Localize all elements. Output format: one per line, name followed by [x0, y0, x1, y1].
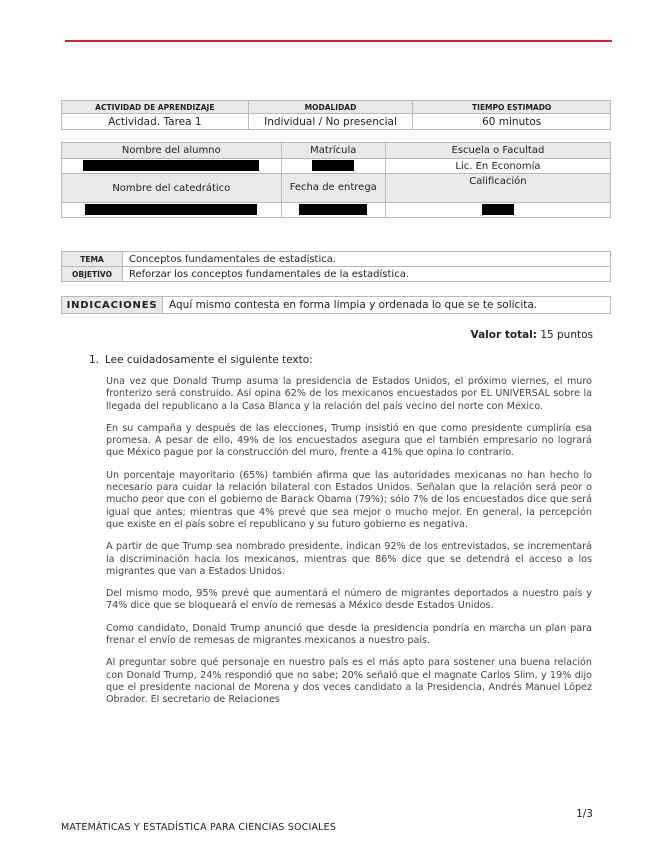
topic-label: TEMA — [62, 252, 123, 267]
objective-label: OBJETIVO — [62, 267, 123, 282]
reading-text — [106, 376, 592, 717]
redacted-delivery-date — [299, 204, 367, 215]
student-table — [61, 142, 611, 218]
paragraph: Del mismo modo, 95% prevé que aumentará el número de migrantes deportados a nuestro país y 74% dice que se bloqueará el envío de remesas a México desde Estados Unidos. — [106, 588, 592, 612]
time-header: TIEMPO ESTIMADO — [413, 101, 611, 114]
instructions-label: INDICACIONES — [62, 297, 163, 314]
redacted-student-name — [83, 160, 259, 171]
redacted-teacher-name — [85, 204, 257, 215]
student-id-label: Matrícula — [281, 143, 385, 159]
student-name-label: Nombre del alumno — [62, 143, 282, 159]
redacted-grade — [482, 204, 514, 215]
time-value: 60 minutos — [413, 114, 611, 130]
topic-value: Conceptos fundamentales de estadística. — [123, 252, 611, 267]
school-label: Escuela o Facultad — [385, 143, 610, 159]
modality-header: MODALIDAD — [248, 101, 413, 114]
school-value: Lic. En Economía — [385, 159, 610, 174]
paragraph: Al preguntar sobre qué personaje en nuestro país es el más apto para sostener una buena relación con Donald Trump, 24% respondió que no sabe; 20% señaló que el magnate Carlos Slim, y 19% dijo que el presidente nacional de Morena y dos veces candidato a la Presidencia, Andrés Manuel López Obrador. El secretario de Relaciones — [106, 657, 592, 706]
modality-value: Individual / No presencial — [248, 114, 413, 130]
delivery-date-cell — [281, 203, 385, 218]
page-footer: MATEMÁTICAS Y ESTADÍSTICA PARA CIENCIAS SOCIALES — [61, 822, 337, 833]
activity-table — [61, 100, 611, 130]
objective-value: Reforzar los conceptos fundamentales de la estadística. — [123, 267, 611, 282]
instructions-text: Aquí mismo contesta en forma limpia y ordenada lo que se te solicita. — [163, 297, 611, 314]
delivery-date-label: Fecha de entrega — [281, 174, 385, 203]
topic-table — [61, 251, 611, 282]
student-id-cell — [281, 159, 385, 174]
student-name-cell — [62, 159, 282, 174]
paragraph: Una vez que Donald Trump asuma la presidencia de Estados Unidos, el próximo viernes, el muro fronterizo será construido. Así opina 62% de los mexicanos encuestados por EL UNIVERSAL sobre la llegada del republicano a la Casa Blanca y la relación del país vecino del norte con México. — [106, 376, 592, 412]
paragraph: Un porcentaje mayoritario (65%) también afirma que las autoridades mexicanas no han hecho lo necesario para cuidar la relación bilateral con Estados Unidos. Señalan que la relación será peor o mucho peor que con el gobierno de Barack Obama (79%); sólo 7% de los encuestados dice que será igual que antes; mientras que 4% prevé que sea mejor o mucho mejor. En general, la percepción que existe en el país sobre el republicano y su futuro gobierno es negativa. — [106, 469, 592, 530]
header-rule — [65, 40, 612, 42]
paragraph: Como candidato, Donald Trump anunció que desde la presidencia pondría en marcha un plan para frenar el envío de remesas de migrantes mexicanos a nuestro país. — [106, 622, 592, 647]
total-label: Valor total: — [470, 329, 537, 341]
redacted-student-id — [312, 160, 354, 171]
question-heading — [89, 354, 313, 366]
total-points: 15 puntos — [540, 329, 593, 341]
teacher-cell — [62, 203, 282, 218]
question-title: Lee cuidadosamente el siguiente texto: — [105, 354, 313, 366]
paragraph: A partir de que Trump sea nombrado presidente, indican 92% de los entrevistados, se incrementará la discriminación hacia los mexicanos, mientras que 86% dice que se detendrá el acceso a los migrantes que van a Estados Unidos. — [106, 541, 592, 577]
total-value — [471, 329, 593, 341]
teacher-label: Nombre del catedrático — [62, 174, 282, 203]
activity-header: ACTIVIDAD DE APRENDIZAJE — [62, 101, 249, 114]
grade-cell — [385, 203, 610, 218]
page-number: 1/3 — [576, 808, 593, 820]
paragraph: En su campaña y después de las elecciones, Trump insistió en que como presidente cumpliría esa promesa. A pesar de ello, 49% de los encuestados asegura que el también empresario no logrará que México pague por la construcción del muro, frente a 41% que opina lo contrario. — [106, 422, 592, 459]
activity-value: Actividad. Tarea 1 — [62, 114, 249, 130]
question-number: 1. — [89, 354, 100, 366]
instructions-table — [61, 296, 611, 314]
grade-label: Calificación — [385, 174, 610, 203]
